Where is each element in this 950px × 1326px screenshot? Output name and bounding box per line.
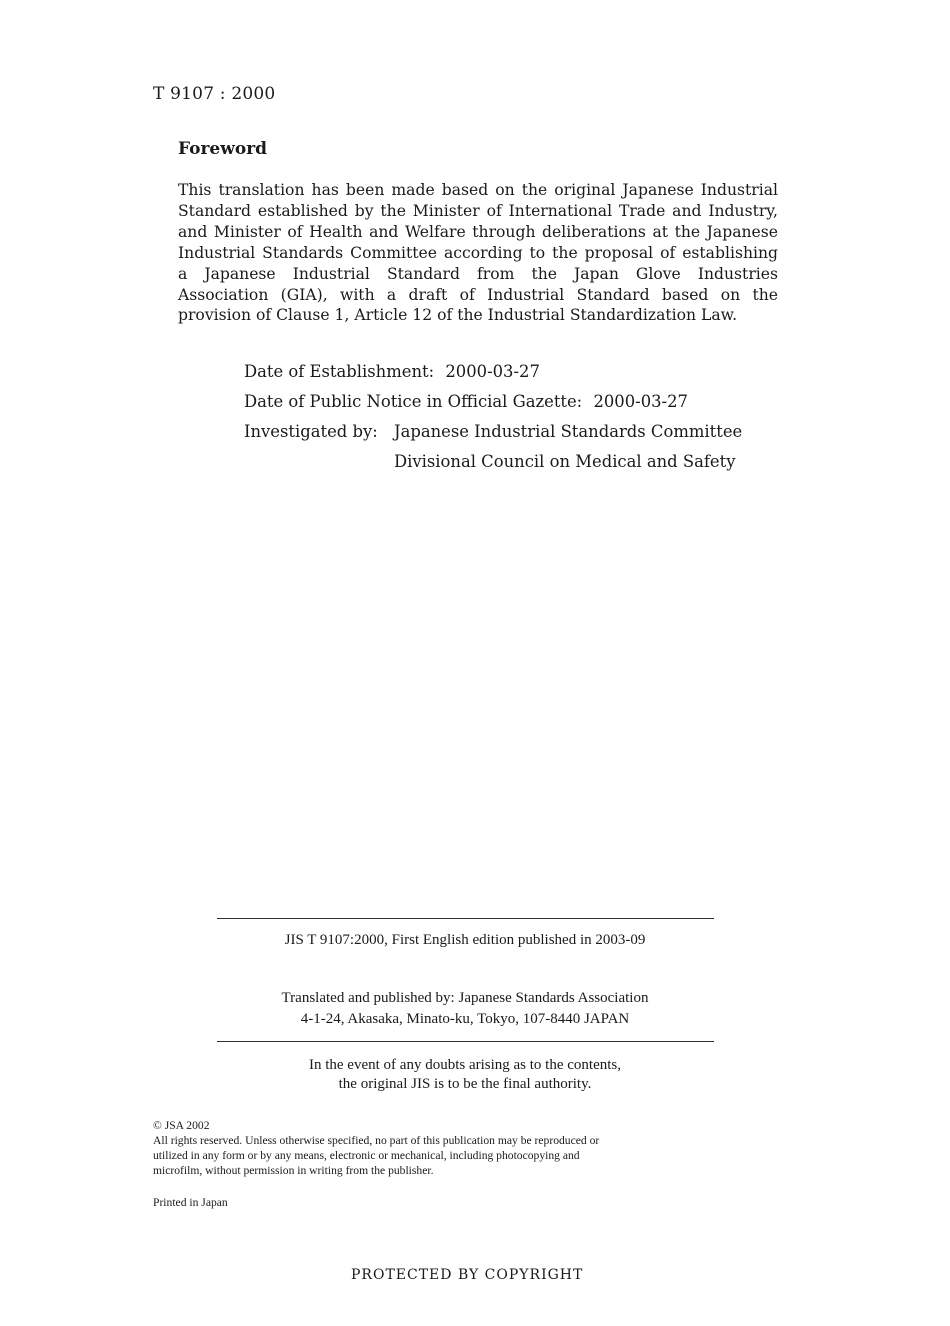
rights-line: All rights reserved. Unless otherwise specified, no part of this publication may be reproduced or: [153, 1134, 600, 1147]
establishment-date-row: [244, 362, 540, 381]
bottom-divider: [217, 1041, 714, 1042]
foreword-line: provision of Clause 1, Article 12 of the Industrial Standardization Law.: [178, 306, 738, 325]
printed-in: Printed in Japan: [153, 1196, 228, 1209]
foreword-line: Association (GIA), with a draft of Industrial Standard based on the: [178, 285, 778, 304]
copyright-stamp: PROTECTED BY COPYRIGHT: [351, 1267, 584, 1283]
public-notice-label: Date of Public Notice in Official Gazette:: [244, 392, 583, 411]
copyright-symbol-line: © JSA 2002: [153, 1119, 210, 1132]
rights-line: microfilm, without permission in writing from the publisher.: [153, 1164, 434, 1177]
establishment-value: 2000-03-27: [445, 362, 540, 381]
foreword-line: a Japanese Industrial Standard from the Japan Glove Industries: [178, 264, 778, 283]
foreword-line: Standard established by the Minister of International Trade and Industry,: [178, 201, 778, 220]
foreword-line: This translation has been made based on the original Japanese Industrial: [178, 181, 778, 199]
foreword-body: [178, 180, 778, 326]
document-number: T 9107 : 2000: [153, 84, 276, 104]
foreword-title: Foreword: [178, 139, 268, 159]
rights-statement: [153, 1133, 783, 1178]
rights-line: utilized in any form or by any means, electronic or mechanical, including photocopying and: [153, 1149, 580, 1162]
top-divider: [217, 918, 714, 919]
edition-note: JIS T 9107:2000, First English edition published in 2003-09: [284, 932, 646, 948]
public-notice-row: [244, 392, 688, 411]
investigated-value-committee: Japanese Industrial Standards Committee: [394, 422, 743, 441]
foreword-line: Industrial Standards Committee according to the proposal of establishing: [178, 243, 778, 262]
publisher-line: Translated and published by: Japanese Standards Association: [281, 990, 649, 1006]
public-notice-value: 2000-03-27: [593, 392, 688, 411]
authority-note-line1: In the event of any doubts arising as to the contents,: [308, 1057, 621, 1073]
publisher-address: 4-1-24, Akasaka, Minato-ku, Tokyo, 107-8440 JAPAN: [300, 1011, 630, 1027]
investigated-value-council: Divisional Council on Medical and Safety: [394, 452, 736, 471]
foreword-line: and Minister of Health and Welfare through deliberations at the Japanese: [178, 222, 778, 241]
authority-note-line2: the original JIS is to be the final authority.: [338, 1076, 592, 1092]
establishment-label: Date of Establishment:: [244, 362, 435, 381]
investigated-label: Investigated by:: [244, 422, 378, 441]
